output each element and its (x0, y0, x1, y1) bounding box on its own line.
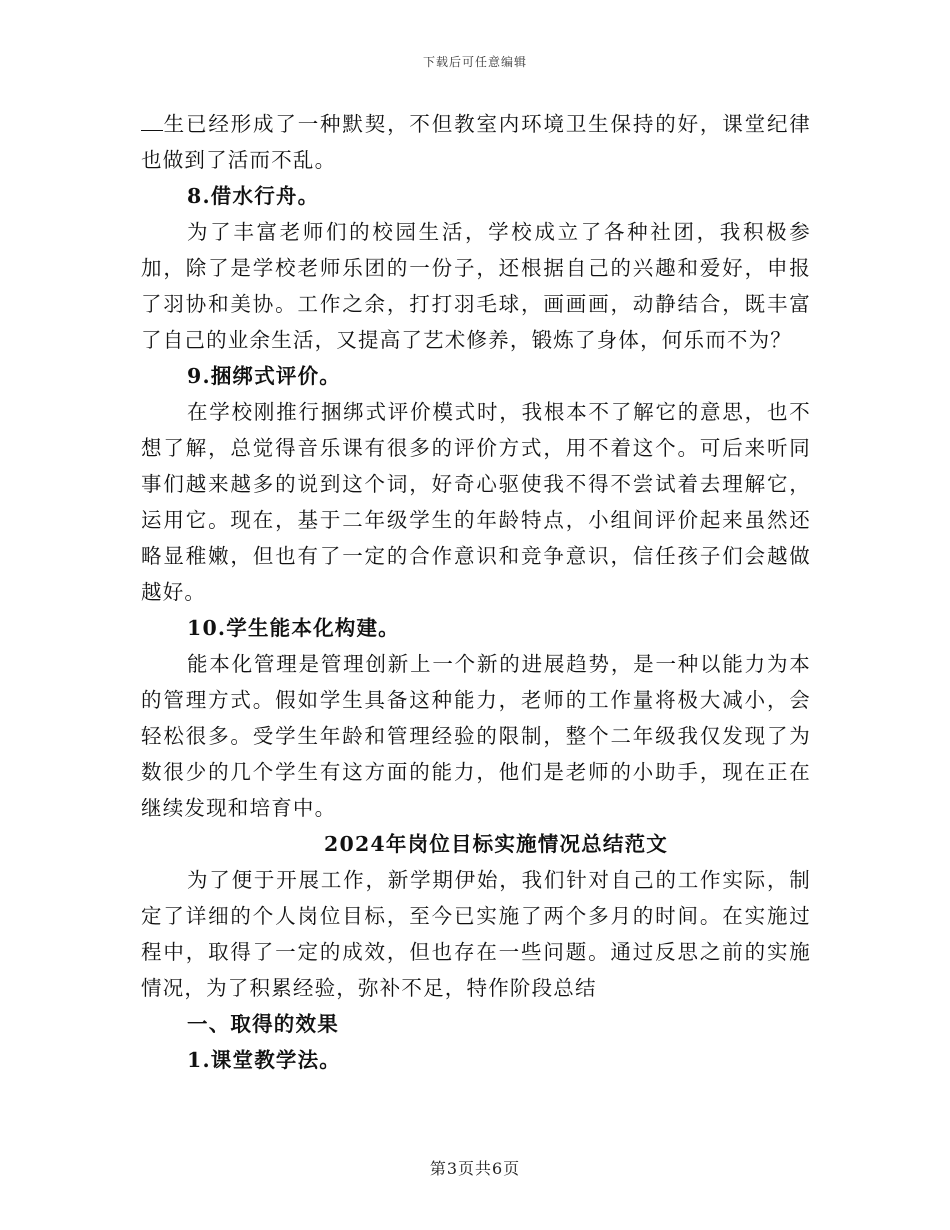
paragraph-ability-management: 能本化管理是管理创新上一个新的进展趋势，是一种以能力为本的管理方式。假如学生具备这种能力，老师的工作量将极大减小，会轻松很多。受学生年龄和管理经验的限制，整个二年级我仅发现了为数很少的几个学生有这方面的能力，他们是老师的小助手，现在正在继续发现和培育中。 (141, 652, 811, 820)
paragraph-evaluation: 在学校刚推行捆绑式评价模式时，我根本不了解它的意思，也不想了解，总觉得音乐课有很多的评价方式，用不着这个。可后来听同事们越来越多的说到这个词，好奇心驱使我不得不尝试着去理解它，运用它。现在，基于二年级学生的年龄特点，小组间评价起来虽然还略显稚嫩，但也有了一定的合作意识和竞争意识，信任孩子们会越做越好。 (141, 400, 811, 604)
section-heading-results: 一、取得的效果 (187, 1012, 339, 1036)
page-number: 第3页共6页 (429, 1159, 521, 1178)
section-heading-10: 10.学生能本化构建。 (187, 616, 400, 640)
page-header: 下载后可任意编辑 (422, 55, 527, 69)
section-heading-1: 1.课堂教学法。 (187, 1048, 342, 1072)
section-heading-8: 8.借水行舟。 (187, 184, 320, 208)
section-heading-9: 9.捆绑式评价。 (187, 364, 342, 388)
document-title: 2024年岗位目标实施情况总结范文 (324, 832, 668, 856)
paragraph-continued-text: 生已经形成了一种默契，不但教室内环境卫生保持的好，课堂纪律也做到了活而不乱。 (141, 112, 811, 172)
blank-underline (141, 112, 163, 131)
paragraph-intro: 为了便于开展工作，新学期伊始，我们针对自己的工作实际，制定了详细的个人岗位目标，至今已实施了两个多月的时间。在实施过程中，取得了一定的成效，但也存在一些问题。通过反思之前的实施情况，为了积累经验，弥补不足，特作阶段总结 (141, 868, 811, 1000)
document-body (141, 106, 811, 1078)
paragraph-clubs: 为了丰富老师们的校园生活，学校成立了各种社团，我积极参加，除了是学校老师乐团的一份子，还根据自己的兴趣和爱好，申报了羽协和美协。工作之余，打打羽毛球，画画画，动静结合，既丰富了自己的业余生活，又提高了艺术修养，锻炼了身体，何乐而不为？ (141, 220, 811, 352)
paragraph-continued (141, 106, 811, 178)
